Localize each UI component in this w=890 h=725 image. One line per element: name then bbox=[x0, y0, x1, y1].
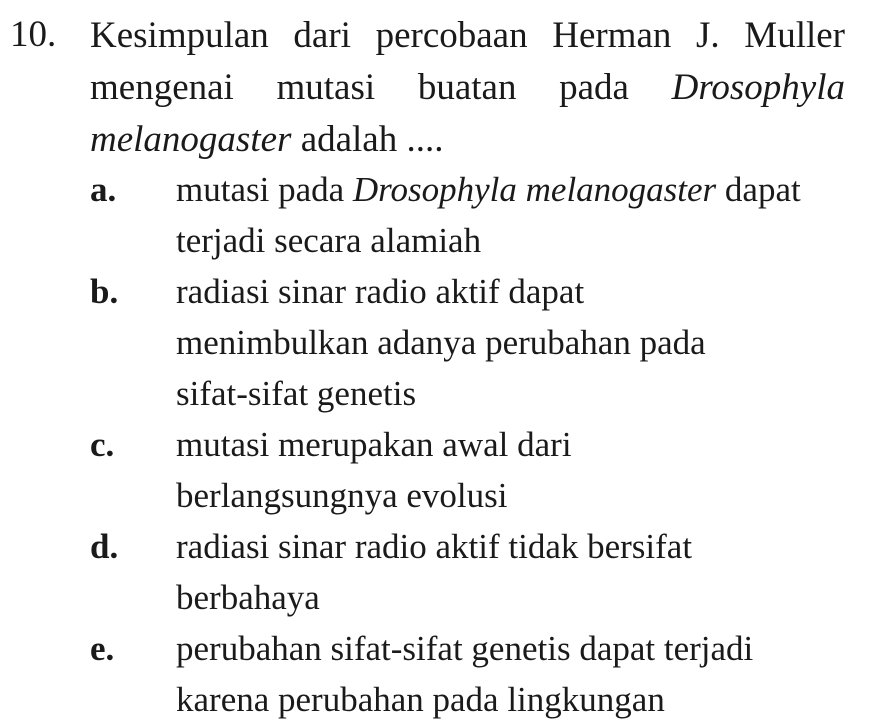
text-run: sifat-sifat genetis bbox=[176, 374, 417, 413]
option-letter: d. bbox=[90, 527, 119, 566]
option-e[interactable] bbox=[90, 623, 850, 725]
option-d[interactable] bbox=[90, 521, 850, 623]
option-line bbox=[176, 623, 846, 674]
option-letter: a. bbox=[90, 170, 117, 209]
question-number: 10. bbox=[10, 14, 57, 55]
italic-text: melanogaster bbox=[90, 119, 292, 160]
option-line bbox=[176, 572, 846, 623]
text-run: radiasi sinar radio aktif dapat bbox=[176, 272, 585, 311]
text-run: Kesimpulan dari percobaan Herman J. Muller bbox=[90, 15, 845, 56]
italic-text: Drosophyla bbox=[671, 67, 845, 108]
option-text bbox=[176, 623, 846, 725]
option-line bbox=[176, 215, 846, 266]
option-letter: e. bbox=[90, 629, 115, 668]
option-b[interactable] bbox=[90, 266, 850, 419]
question-stem bbox=[90, 10, 845, 166]
italic-text: Drosophyla melanogaster bbox=[352, 170, 717, 209]
text-run: dapat bbox=[716, 170, 801, 209]
option-c[interactable] bbox=[90, 419, 850, 521]
answer-options bbox=[90, 164, 850, 725]
option-letter: b. bbox=[90, 272, 119, 311]
text-run: perubahan sifat-sifat genetis dapat terjadi bbox=[176, 629, 754, 668]
stem-line bbox=[90, 10, 845, 62]
option-line bbox=[176, 266, 846, 317]
text-run: radiasi sinar radio aktif tidak bersifat bbox=[176, 527, 693, 566]
option-text bbox=[176, 266, 846, 419]
text-run: mutasi merupakan awal dari bbox=[176, 425, 572, 464]
option-line bbox=[176, 521, 846, 572]
text-run: mutasi pada bbox=[176, 170, 353, 209]
option-line bbox=[176, 317, 846, 368]
option-a[interactable] bbox=[90, 164, 850, 266]
text-run: berbahaya bbox=[176, 578, 320, 617]
option-line bbox=[176, 368, 846, 419]
text-run: mengenai mutasi buatan pada bbox=[90, 67, 672, 108]
text-run: karena perubahan pada lingkungan bbox=[176, 680, 665, 719]
option-text bbox=[176, 521, 846, 623]
option-letter: c. bbox=[90, 425, 115, 464]
option-line bbox=[176, 470, 846, 521]
text-run: berlangsungnya evolusi bbox=[176, 476, 508, 515]
option-line bbox=[176, 419, 846, 470]
text-run: adalah .... bbox=[291, 119, 444, 160]
stem-line bbox=[90, 62, 845, 114]
text-run: terjadi secara alamiah bbox=[176, 221, 482, 260]
option-line bbox=[176, 164, 846, 215]
text-run: menimbulkan adanya perubahan pada bbox=[176, 323, 706, 362]
option-text bbox=[176, 164, 846, 266]
option-line bbox=[176, 674, 846, 725]
option-text bbox=[176, 419, 846, 521]
stem-line bbox=[90, 114, 845, 166]
